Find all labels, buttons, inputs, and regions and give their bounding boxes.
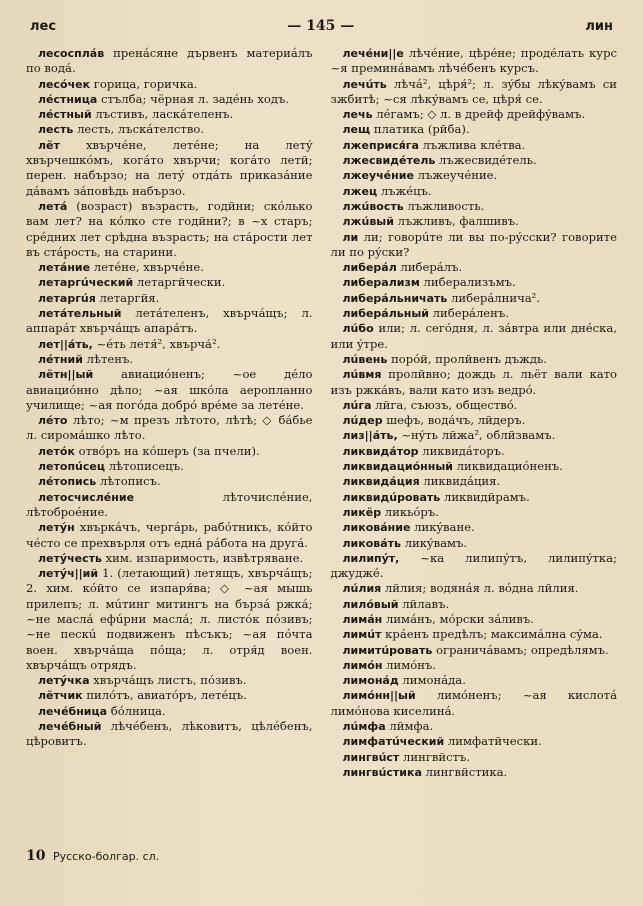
entry-headword: ли <box>342 230 359 244</box>
dictionary-entry <box>331 291 618 306</box>
dictionary-entry <box>26 352 313 367</box>
entry-headword: лéтопись <box>38 475 97 489</box>
entry-headword: лúбо <box>342 322 374 336</box>
entry-headword: ликвидáтор <box>342 444 419 458</box>
dictionary-entry <box>26 46 313 77</box>
dictionary-entry <box>331 46 618 77</box>
entry-headword: ликёр <box>342 505 382 519</box>
dictionary-entry <box>26 337 313 352</box>
entry-headword: летаргúческий <box>38 276 134 290</box>
dictionary-entry <box>331 520 618 535</box>
right-column <box>331 46 618 780</box>
entry-headword: лéто <box>38 414 68 428</box>
entry-definition: лъжесвидéтель. <box>439 153 537 168</box>
dictionary-entry <box>26 122 313 137</box>
entry-headword: лечéбница <box>38 704 108 718</box>
entry-headword: либерализм <box>342 276 420 290</box>
entry-definition: ликýвамъ. <box>404 535 468 550</box>
entry-headword: лилипýт, <box>342 551 400 565</box>
dictionary-entry <box>26 306 313 337</box>
entry-headword: либерáл <box>342 261 397 275</box>
entry-definition: летаргйя. <box>99 290 160 305</box>
entry-definition: хим. изпаримость, извѣтряване. <box>105 550 304 565</box>
header-right-guide: лин <box>585 19 613 34</box>
entry-definition: лимонáда. <box>402 673 466 688</box>
entry-headword: лéтний <box>38 352 83 366</box>
dictionary-entry <box>331 643 618 658</box>
entry-definition: ликвидациóненъ. <box>456 459 563 474</box>
dictionary-entry <box>26 704 313 719</box>
entry-headword: ликвидáция <box>342 475 420 489</box>
entry-definition: ликвидáторъ. <box>422 443 505 458</box>
entry-definition: лъжеучéние. <box>417 168 498 183</box>
entry-definition: лимóненъ; ~ая кислотá лимóнова киселинá. <box>330 688 618 718</box>
entry-definition: лингвйстъ. <box>403 749 471 764</box>
dictionary-entry <box>331 77 618 108</box>
entry-definition: лѣчá², цѣря́²; л. зýбы лѣкýвамъ си зжбитѣ; ~ся лѣкýвамъ се, цѣря́ се. <box>330 76 617 106</box>
dictionary-entry <box>331 719 618 734</box>
entry-definition: пренáсяне дървенъ материáлъ по водá. <box>26 46 313 76</box>
entry-headword: лúдер <box>342 414 383 428</box>
entry-definition: лйга, съюзъ, обществó. <box>375 397 518 412</box>
entry-definition: лѣчéние, цѣрéне; продéлать курс ~я преминáвамъ лѣчéбенъ курсъ. <box>330 46 617 76</box>
dictionary-entry <box>331 597 618 612</box>
entry-definition: хвъркáчъ, чергáрь, рабóтникъ, кóйто чéсто се прехвърля отъ еднá рáбота на другá. <box>26 520 313 550</box>
entry-headword: лимонáд <box>342 674 399 688</box>
entry-definition: авиациóненъ; ~ое дéло авиациóнно дѣло; ~ая шкóла аеропланно училище; ~ая погóда добрó врéме за летéне. <box>26 367 313 412</box>
entry-headword: лесóчек <box>38 77 91 91</box>
entry-definition: отвóръ на кóшеръ (за пчели). <box>78 443 260 458</box>
entry-definition: лймфа. <box>389 719 434 734</box>
entry-definition: либерализъмъ. <box>423 275 516 290</box>
entry-headword: лéстный <box>38 108 92 122</box>
entry-definition: лéгамъ; ◇ л. в дрейф дрейфýвамъ. <box>376 107 586 122</box>
entry-headword: лжеприся́га <box>342 138 419 152</box>
entry-headword: либерáльничать <box>342 291 448 305</box>
dictionary-entry <box>331 168 618 183</box>
entry-headword: ликвидациóнный <box>342 460 453 474</box>
entry-headword: лжесвидéтель <box>342 154 436 168</box>
entry-definition: летéне, хвърчéне. <box>93 260 204 275</box>
dictionary-entry <box>331 612 618 627</box>
dictionary-entry <box>331 658 618 673</box>
entry-headword: лúвмя <box>342 368 382 382</box>
entry-headword: лилóвый <box>342 597 399 611</box>
left-column <box>26 46 313 780</box>
entry-headword: лётчик <box>38 689 83 703</box>
entry-definition: лъжéцъ. <box>380 183 432 198</box>
entry-definition: лѣчéбенъ, лѣковитъ, цѣлéбенъ, цѣровитъ. <box>26 719 313 749</box>
dictionary-entry <box>26 474 313 489</box>
entry-headword: лечúть <box>342 77 387 91</box>
dictionary-entry <box>331 184 618 199</box>
entry-definition: бóлница. <box>110 703 166 718</box>
entry-headword: летá <box>38 199 68 213</box>
dictionary-entry <box>26 291 313 306</box>
entry-headword: лиз||áть, <box>342 429 398 443</box>
entry-definition: или; л. сегóдня, л. зáвтра или днéска, или ýтре. <box>330 321 618 351</box>
entry-definition: ликвидйрамъ. <box>443 489 530 504</box>
dictionary-entry <box>331 505 618 520</box>
dictionary-entry <box>331 734 618 749</box>
entry-headword: лингвúст <box>342 750 400 764</box>
entry-definition: ли; говорúте ли вы по-рýсски? говорите ли по рýски? <box>330 229 617 259</box>
entry-definition: ~нýть лйжа², облйзвамъ. <box>401 428 556 443</box>
dictionary-entry <box>331 306 618 321</box>
dictionary-entry <box>331 536 618 551</box>
entry-headword: летýчка <box>38 674 90 688</box>
dictionary-entry <box>331 153 618 168</box>
dictionary-entry <box>331 688 618 719</box>
entry-definition: стълба; чёрная л. задéнь ходъ. <box>100 91 290 106</box>
dictionary-entry <box>26 260 313 275</box>
header-left-guide: лес <box>30 19 57 34</box>
entry-headword: лимóнн||ый <box>342 689 416 703</box>
dictionary-entry <box>26 77 313 92</box>
dictionary-entry <box>331 413 618 428</box>
dictionary-entry <box>26 673 313 688</box>
entry-headword: ликовáние <box>342 521 411 535</box>
dictionary-entry <box>331 428 618 443</box>
dictionary-entry <box>331 474 618 489</box>
entry-definition: ~ка лилипýтъ, лилипýтка; джуджé. <box>330 550 618 581</box>
entry-headword: лимáн <box>342 612 383 626</box>
dictionary-entry <box>26 413 313 444</box>
entry-definition: лингвйстика. <box>425 764 508 779</box>
dictionary-entry <box>26 520 313 551</box>
entry-definition: лйлавъ. <box>402 596 450 611</box>
entry-definition: летаргйчески. <box>136 275 226 290</box>
dictionary-entry <box>331 627 618 642</box>
entry-definition: лесть, лъскáтелство. <box>77 122 205 137</box>
dictionary-entry <box>331 275 618 290</box>
entry-headword: лжúвый <box>342 215 394 229</box>
entry-headword: лéстница <box>38 92 98 106</box>
entry-headword: лимóн <box>342 658 383 672</box>
entry-headword: ликвидúровать <box>342 490 441 504</box>
entry-headword: лимфатúческий <box>342 735 445 749</box>
entry-headword: лжеучéние <box>342 169 414 183</box>
dictionary-entry <box>331 214 618 229</box>
dictionary-entry <box>26 367 313 413</box>
entry-headword: лжец <box>342 184 378 198</box>
columns <box>26 46 617 780</box>
entry-definition: шефъ, водáчъ, лйдеръ. <box>386 413 526 428</box>
entry-headword: лесосплáв <box>38 47 105 60</box>
dictionary-entry <box>331 352 618 367</box>
entry-headword: лечь <box>342 108 373 122</box>
entry-headword: летýчесть <box>38 551 102 565</box>
entry-headword: лётн||ый <box>38 368 94 382</box>
page-header <box>26 18 617 34</box>
entry-definition: либерáленъ. <box>432 306 509 321</box>
entry-definition: 1. (летающий) летящъ, хвърчáщъ; 2. хим. кóйто се изпаря́ва; ◇ ~ая мышь прилепъ; л. мúтинг митингъ на бързá ржкá; ~не маслá ефúрни маслá; л. листóк пóзивъ; ~не пескú подвиженъ пѣсъкъ; ~ая пóчта воен. хвърчáща пóща; л. отря́д воен. хвърчáщъ отрядъ. <box>26 566 313 672</box>
entry-headword: летáтельный <box>38 307 122 321</box>
entry-definition: лйлия; водянáя л. вóдна лйлия. <box>384 581 579 596</box>
entry-headword: лжúвость <box>342 199 404 213</box>
dictionary-entry <box>26 490 313 521</box>
dictionary-entry <box>26 107 313 122</box>
page-footer <box>26 848 159 864</box>
dictionary-entry <box>331 138 618 153</box>
entry-headword: лúвень <box>342 352 388 366</box>
dictionary-entry <box>26 551 313 566</box>
entry-headword: лещ <box>342 123 371 137</box>
entry-definition: лъжливъ, фалшивъ. <box>397 214 519 229</box>
entry-definition: пролйвно; дождь л. льёт вали като изъ ржкáвъ, вали като изъ ведрó. <box>330 367 618 397</box>
entry-definition: хвърчáщъ листъ, пóзивъ. <box>93 673 247 688</box>
entry-definition: крáенъ предѣлъ; максимáлна сýма. <box>385 627 603 642</box>
entry-headword: лúга <box>342 398 372 412</box>
dictionary-entry <box>331 199 618 214</box>
dictionary-entry <box>331 260 618 275</box>
entry-definition: платика (рйба). <box>373 122 470 137</box>
entry-headword: летопúсец <box>38 460 106 474</box>
entry-definition: лѣтописъ. <box>99 474 161 489</box>
dictionary-entry <box>26 566 313 673</box>
entry-definition: ликьóръ. <box>384 504 439 519</box>
entry-headword: лимúт <box>342 628 382 642</box>
entry-definition: лъжливость. <box>407 198 485 213</box>
entry-definition: либерáлъ. <box>400 260 463 275</box>
entry-definition: порóй, пролйвенъ дъждь. <box>391 351 547 366</box>
entry-headword: летаргúя <box>38 291 96 305</box>
entry-headword: ликовáть <box>342 536 402 550</box>
entry-headword: лúмфа <box>342 720 386 734</box>
entry-definition: лъстивъ, ласкáтеленъ. <box>95 107 234 122</box>
entry-headword: летáние <box>38 261 91 275</box>
entry-headword: летýч||ий <box>38 567 99 581</box>
dictionary-entry <box>26 719 313 750</box>
entry-definition: лъжлива клéтва. <box>422 137 526 152</box>
dictionary-entry <box>331 107 618 122</box>
page-number: — 145 — <box>287 18 355 34</box>
entry-definition: лѣтописецъ. <box>108 459 184 474</box>
entry-headword: лингвúстика <box>342 765 422 779</box>
dictionary-entry <box>26 199 313 260</box>
entry-headword: лёт <box>38 138 60 152</box>
entry-headword: летóк <box>38 444 75 458</box>
entry-definition: летáтеленъ, хвърчáщъ; л. аппарáт хвърчáщъ апарáтъ. <box>26 306 313 336</box>
entry-definition: ограничáвамъ; опредѣлямъ. <box>436 642 609 657</box>
entry-headword: лимитúровать <box>342 643 433 657</box>
dictionary-entry <box>331 490 618 505</box>
dictionary-entry <box>331 765 618 780</box>
dictionary-entry <box>26 459 313 474</box>
entry-definition: хвърчéне, летéне; на летý хвърчешкóмъ, когáто хвърчи; когáто летй; перен. набързо; на летý отдáть приказáние дáвамъ зáповѣдь набързо. <box>26 137 313 198</box>
entry-definition: лѣточислéние, лѣтоброéние. <box>26 489 313 519</box>
entry-definition: лѣто; ~м презъ лѣтото, лѣтѣ; ◇ бáбье л. сиромáшко лѣто. <box>26 413 313 443</box>
dictionary-entry <box>331 230 618 261</box>
dictionary-entry <box>331 551 618 582</box>
dictionary-entry <box>331 673 618 688</box>
dictionary-entry <box>331 367 618 398</box>
dictionary-entry <box>331 444 618 459</box>
entry-headword: летосчислéние <box>38 490 135 504</box>
entry-definition: либерáлнича². <box>451 290 541 305</box>
dictionary-entry <box>26 444 313 459</box>
dictionary-entry <box>26 688 313 703</box>
sheet-number: 10 <box>26 848 46 864</box>
entry-headword: лечéбный <box>38 720 102 734</box>
entry-headword: либерáльный <box>342 307 429 321</box>
entry-definition: лѣтенъ. <box>86 351 134 366</box>
entry-definition: лимóнъ. <box>386 657 436 672</box>
dictionary-entry <box>331 750 618 765</box>
dictionary-entry <box>26 92 313 107</box>
dictionary-entry <box>26 138 313 199</box>
dictionary-entry <box>331 321 618 352</box>
dictionary-entry <box>331 122 618 137</box>
footer-title: Русско-болгар. сл. <box>52 850 160 863</box>
dictionary-entry <box>26 275 313 290</box>
entry-definition: лимáнъ, мóрски зáливъ. <box>385 611 534 626</box>
entry-headword: лечéни||е <box>342 47 404 60</box>
dictionary-entry <box>331 581 618 596</box>
entry-definition: ~éть летя́², хвърча́². <box>96 336 221 351</box>
entry-headword: лет||áть, <box>38 337 93 351</box>
dictionary-entry <box>331 398 618 413</box>
entry-definition: лимфатйчески. <box>447 734 542 749</box>
entry-definition: (возраст) възрасть, годйни; скóлько вам лет? на кóлко сте годйни?; в ~х старъ; срéдних лет срѣдна възрасть; на стáрости лет въ стáрость, на старини. <box>26 198 313 259</box>
entry-definition: пилóтъ, авиатóръ, летéцъ. <box>86 688 247 703</box>
entry-headword: лесть <box>38 123 74 137</box>
entry-definition: ликýване. <box>414 520 475 535</box>
entry-headword: летýн <box>38 521 75 535</box>
dictionary-entry <box>331 459 618 474</box>
entry-definition: горица, горичка. <box>93 76 198 91</box>
entry-definition: ликвидáция. <box>423 474 501 489</box>
entry-headword: лúлия <box>342 582 382 596</box>
